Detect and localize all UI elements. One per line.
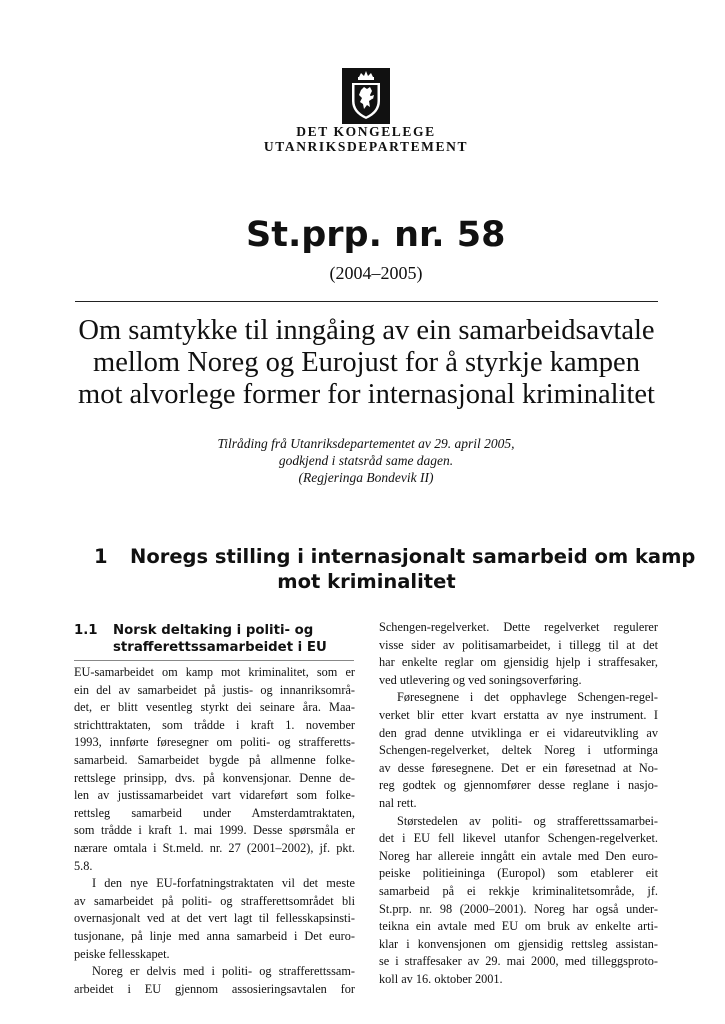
text-line: visse sider av politisamarbeidet, i tillegg til at det — [379, 637, 658, 652]
text-line: som trådde i kraft 1. mai 1999. Desse spørsmåla er — [74, 823, 355, 838]
document-number: St.prp. nr. 58 — [246, 215, 506, 255]
text-line: Noreg er delvis med i politi- og strafferettssam- — [92, 964, 355, 979]
text-line: 5.8. — [74, 858, 93, 873]
text-line: strichttraktaten, som trådde i kraft 1. november — [74, 717, 355, 732]
text-line: av samarbeidet på politi- og strafferettsområdet bli — [74, 893, 355, 908]
text-line: koll av 16. oktober 2001. — [379, 971, 503, 986]
text-line: 1993, innførte føresegner om politi- og strafferetts- — [74, 735, 355, 750]
text-line: Schengen-regelverket. Dette regelverket regulerer — [379, 620, 658, 634]
text-line: nal rett. — [379, 795, 417, 810]
text-line: Schengen-regelverket, deltek Noreg i utforminga — [379, 743, 658, 758]
chapter-title-line1: Noregs stilling i internasjonalt samarbeid om kamp — [130, 545, 696, 568]
text-line: peiske politieininga (Europol) som etablerer eit — [379, 866, 658, 881]
recommendation-line: godkjend i statsråd same dagen. — [278, 453, 454, 468]
text-line: samarbeid på ei rekkje kriminalitetsområde, jf. — [379, 883, 658, 898]
text-line: har enkelte reglar om gjensidig hjelp i straffesaker, — [379, 655, 658, 670]
section-title-line2: strafferettssamarbeidet i EU — [113, 640, 327, 655]
text-line: I den nye EU-forfatningstraktaten vil det meste — [92, 876, 355, 891]
department-name-line1: DET KONGELEGE — [296, 124, 436, 139]
text-line: ved utlevering og ved soningsoverføring. — [379, 672, 582, 687]
text-line: arbeidet i EU gjennom assosieringsavtalen for — [74, 981, 355, 996]
text-line: det i EU fell likevel utanfor Schengen-regelverket. — [379, 831, 658, 846]
text-line: se i straffesaker av 29. mai 2000, med tilleggsproto- — [379, 954, 658, 969]
recommendation-line: Tilråding frå Utanriksdepartementet av 29. april 2005, — [217, 436, 515, 451]
session-years: (2004–2005) — [329, 263, 423, 283]
department-name-line2: UTANRIKSDEPARTEMENT — [263, 139, 469, 154]
document-title — [70, 315, 663, 411]
text-line: verket blir etter kvart erstatta av nye instrument. I — [379, 707, 658, 722]
title-line: Om samtykke til inngåing av ein samarbeidsavtale — [78, 315, 655, 346]
text-line: tusjonane, på linje med anna samarbeid i Det euro- — [74, 928, 355, 943]
title-line: mellom Noreg og Eurojust for å styrkje kampen — [93, 347, 640, 378]
chapter-number: 1 — [94, 545, 108, 568]
text-line: overnasjonalt ved at det vert lagt til fellesskapsinsti- — [74, 911, 355, 926]
section-title-line1: Norsk deltaking i politi- og — [113, 623, 314, 638]
text-line: Noreg har allereie inngått ein avtale med Den euro- — [379, 848, 658, 863]
text-line: rettslege prinsipp, dvs. på konvensjonar. Denne de- — [74, 770, 355, 785]
left-text-column — [74, 664, 355, 998]
text-line: klar i konvensjonen om gjensidig rettsleg assistan- — [379, 936, 658, 951]
text-line: rettsleg samarbeid under Amsterdamtraktaten, — [74, 805, 355, 820]
title-line: mot alvorlege former for internasjonal kriminalitet — [78, 379, 655, 410]
text-line: den grad denne utviklinga er ei vidareutvikling av — [379, 725, 658, 740]
text-line: reg godtek og gjennomfører desse reglane i nasjo- — [379, 778, 658, 793]
text-line: Føresegnene i det opphavlege Schengen-regel- — [397, 690, 658, 705]
text-line: peiske fellesskapet. — [74, 946, 170, 961]
text-line: av desse føresegnene. Det er ein føresetnad at No- — [379, 760, 658, 775]
header-divider — [75, 301, 658, 302]
text-line: samarbeid. Samarbeidet bygde på allmenne folke- — [74, 752, 355, 767]
text-line: det, er blitt vesentleg styrkt dei seinare åra. Maa- — [74, 700, 355, 715]
text-line: len av justissamarbeidet vart vidareført som folke- — [74, 788, 355, 803]
text-line: ein del av samarbeidet på justis- og innanriksområ- — [74, 682, 355, 697]
section-divider — [74, 660, 354, 661]
section-number: 1.1 — [74, 623, 98, 638]
text-line: Størstedelen av politi- og strafferettssamarbei- — [397, 813, 658, 828]
right-text-column — [379, 619, 658, 988]
text-line: EU-samarbeidet om kamp mot kriminalitet, som er — [74, 665, 355, 679]
text-line: nærare omtala i St.meld. nr. 27 (2001–2002), jf. pkt. — [74, 840, 355, 855]
text-line: teikna ein avtale med EU om bruk av enkelte arti- — [379, 919, 658, 934]
chapter-title-line2: mot kriminalitet — [277, 570, 456, 593]
text-line: St.prp. nr. 98 (2000–2001). Noreg har også under- — [379, 901, 658, 916]
norwegian-coat-of-arms-icon — [342, 68, 390, 124]
recommendation-line: (Regjeringa Bondevik II) — [298, 470, 434, 485]
